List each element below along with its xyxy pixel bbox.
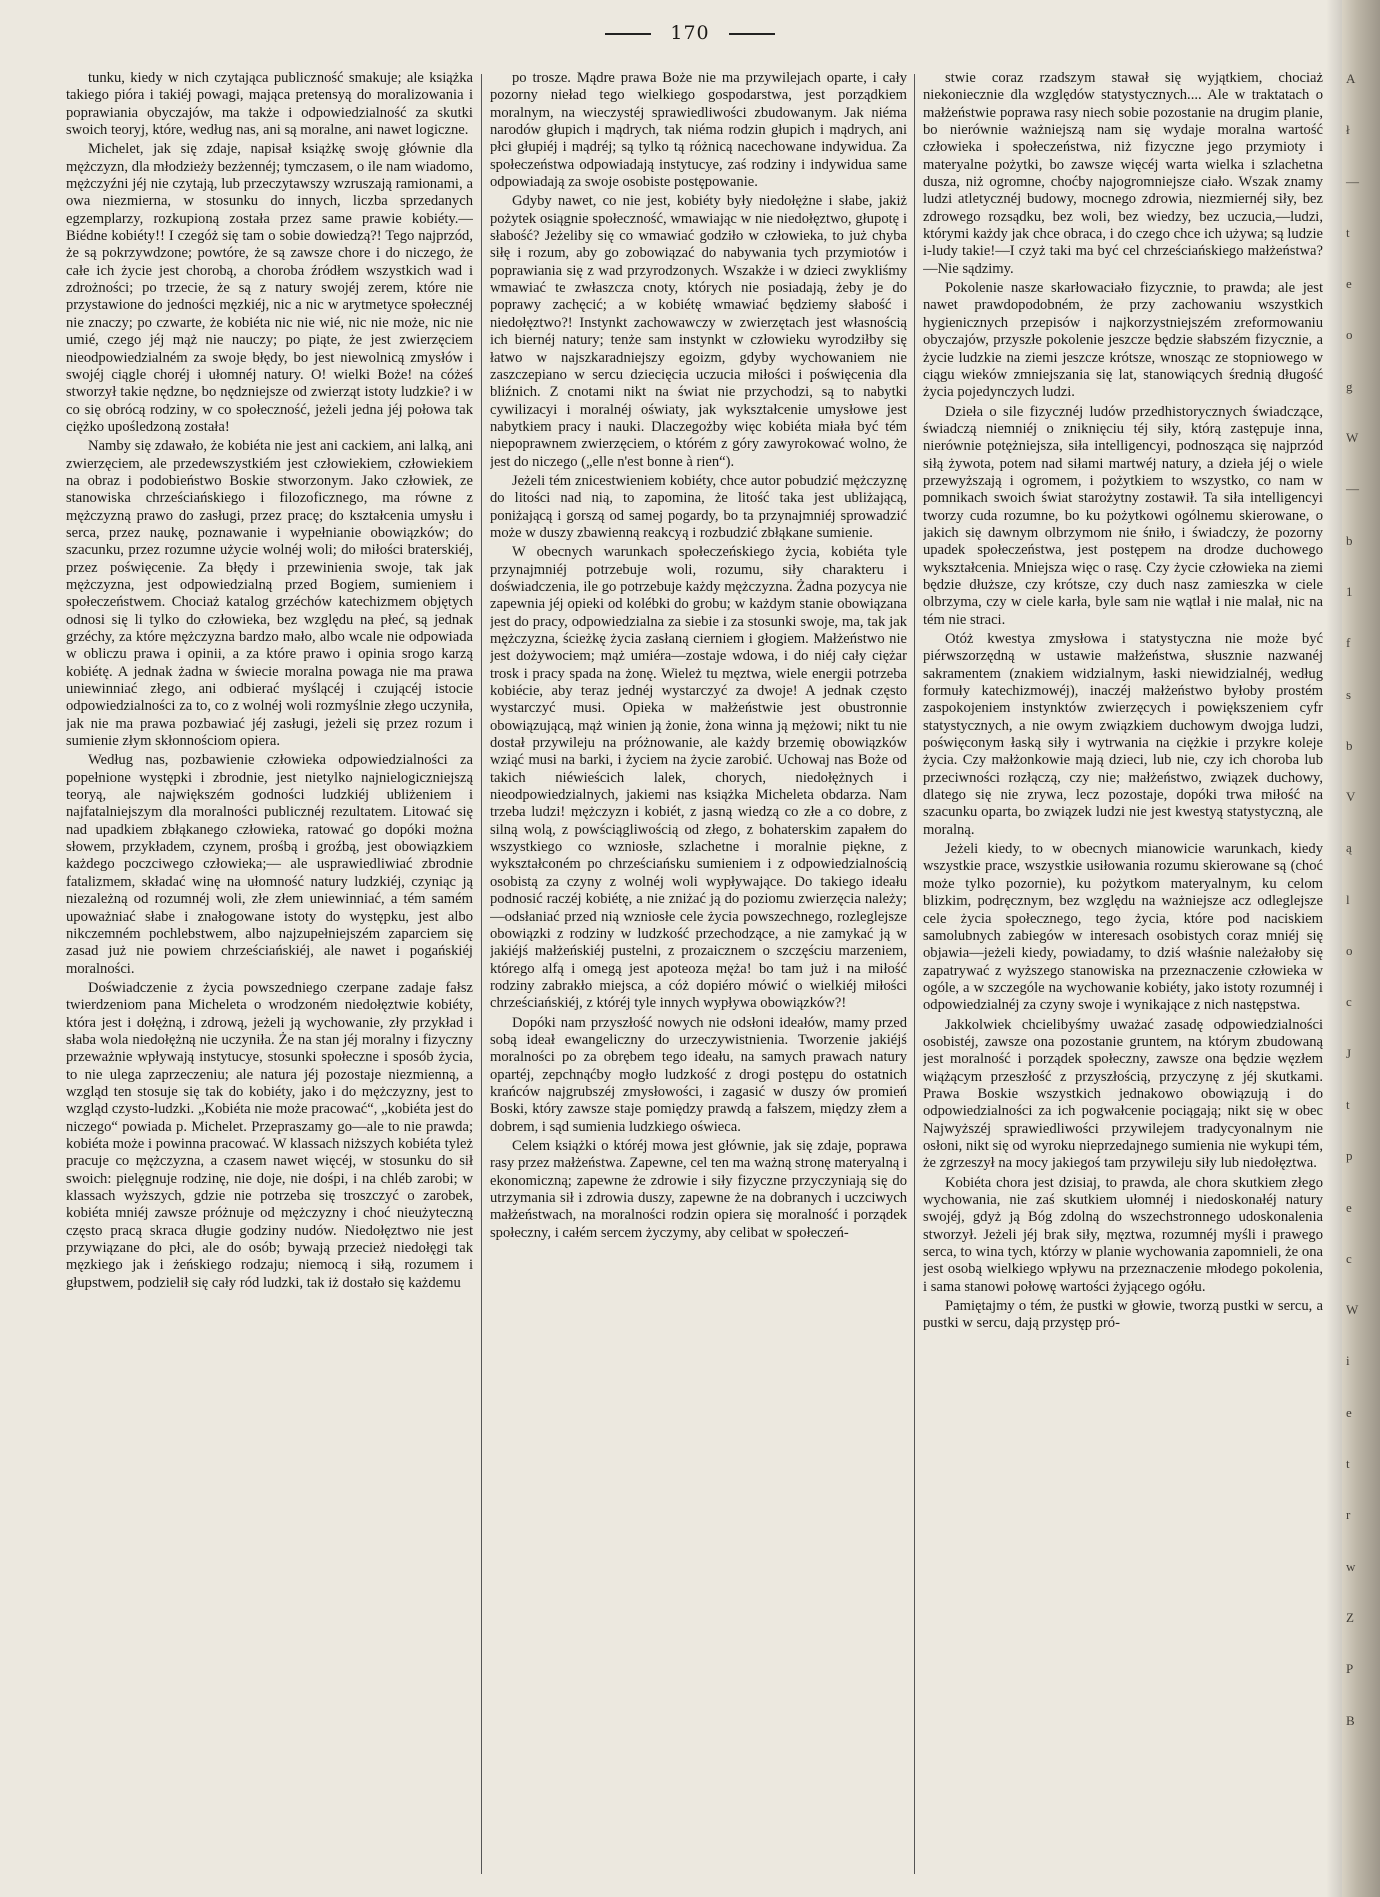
- paragraph: Jakkolwiek chcielibyśmy uważać zasadę odpowiedzialności osobistéj, zawsze ona pozostanie gruntem, na którym zbudowaną jest moralność i porządek społeczny, zawsze ona będzie węzłem wiążącym przeszłość z przyszłością, przyczynę z jéj skutkami. Prawa Boskie wszystkich jednakowo obowiązują i do odpowiedzialności za ich pogwałcenie pociągają; nikt się w obec Najwyższéj sprawiedliwości przywilejem tradycyonalnym nie osłoni, nikt się od wyroku nieprzedajnego sumienia nie wykupi tém, że zgrzeszył na mocy jakiegoś tam przywileju siły lub niedołęztwa.: [923, 1016, 1323, 1172]
- text-column-1: [66, 70, 473, 1875]
- next-page-fragment: e: [1346, 1404, 1352, 1420]
- paragraph: Michelet, jak się zdaje, napisał książkę swoję głównie dla mężczyzn, dla młodzieży bezżennéj; tymczasem, o ile nam wiadomo, mężczyźni jéj nie czytają, lub przeczytawszy wzruszają ramionami, a owa niezmierna, w stosunku do innych, liczba sprzedanych egzemplarzy, rozkupioną została przez same prawie kobiéty.— Biédne kobiéty!! I czegóż się tam o sobie dowiedzą?! Tego najprzód, że są pokrzywdzone; powtóre, że są zawsze chore i do niczego, że całe ich życie jest chorobą, a choroba źródłem wszystkich wad i zdrożności; po trzecie, że są z natury swojéj zerem, które nie przystawione do jedności męzkiéj, nic a nic w arytmetyce społecznéj nie znaczy; po czwarte, że kobiéta nic nie wié, nic nie może, nic nie umié, czego jéj mąż nie nauczy; po piąte, że jest zwierzęciem nieodpowiedzialném za swoje błędy, bo jest niewolnicą zmysłów i swojéj ciągle choréj i ułomnéj natury. O! wielki Boże! na cóżeś stworzył takie nędzne, bo nędzniejsze od zwierząt istoty ludzkie? i w co się obrócą rodziny, w co społeczność, jeżeli jedna jéj połowa tak ciężko upośledzoną została!: [66, 141, 473, 435]
- next-page-fragment: r: [1346, 1507, 1351, 1523]
- next-page-fragment: ł: [1346, 122, 1350, 138]
- next-page-fragment: J: [1346, 1045, 1352, 1061]
- next-page-fragment: p: [1346, 1148, 1353, 1164]
- header-rule-right: [729, 33, 775, 35]
- next-page-fragment: V: [1346, 789, 1356, 805]
- next-page-fragment: —: [1346, 481, 1359, 497]
- next-page-fragment: t: [1346, 1456, 1350, 1472]
- paragraph: Doświadczenie z życia powszedniego czerpane zadaje fałsz twierdzeniom pana Micheleta o wrodzoném niedołęztwie kobiéty, która jest i dołężną, i zdrową, jeżeli ją wychowanie, zły przykład i słaba wola niedołężną nie uczyniła. Że na stan jéj moralny i fizyczny przeważnie wpływają instytucye, stosunki społeczne i sposób życia, to nie ulega zaprzeczeniu; ale natura jéj pozostaje niezmienną, a wzgląd ten stosuje się tak do kobiéty, jako i do mężczyzny, jest to wzgląd czysto-ludzki. „Kobiéta nie może pracować“, „kobiéta jest do niczego“ powiada p. Michelet. Przepraszamy go—ale to nie prawda; kobiéta może i powinna pracować. W klassach niższych kobiéta tyleż pracuje co mężczyzna, a czasem nawet więcéj, w stosunku do sił swoich: pielęgnuje rodzinę, nie doje, nie dośpi, i na chléb zarobi; w klassach wyższych, gdzie nie potrzeba się troszczyć o zarobek, kobiéta mniéj zawsze próżnuje od mężczyzny i choć nieużyteczną często pracą skraca długie godziny nudów. Niedołęztwo nie jest przywiązane do płci, ale do osób; bywają przecież niedołęgi tak męzkiego jak i żeńskiego rodzaju; niemocą i siłą, rozumem i głupstwem, podzielił się cały ród ludzki, tak iż dostało się każdemu: [66, 979, 473, 1291]
- paragraph: Dopóki nam przyszłość nowych nie odsłoni ideałów, mamy przed sobą ideał ewangeliczny do urzeczywistnienia. Tworzenie jakiéjś moralności po za obrębem tego ideału, na samych prawach natury opartéj, zepchnąćby mogło ludzkość z drogi postępu do ostatnich krańców najgrubszéj zmysłowości, i zagasić w duszy ów promień Boski, który zawsze staje pomiędzy prawdą a fałszem, między złem a dobrem, i sąd sumienia ludzkiego oświeca.: [490, 1014, 907, 1135]
- next-page-fragment: Z: [1346, 1609, 1354, 1625]
- text-column-2: [490, 70, 907, 1875]
- paragraph: Gdyby nawet, co nie jest, kobiéty były niedołężne i słabe, jakiż pożytek osiągnie społeczność, wmawiając w nie niedołęztwo, głupotę i słabość? Jeżeliby się co wmawiać godziło w człowieka, to już chyba siłę i rozum, aby go zobowiązać do nabywania tych przymiotów i poprawiania się z wad przyrodzonych. Wszakże i w dzieci zwykliśmy wmawiać te zwłaszcza cnoty, których nie posiadają, żeby je do poprawy zachęcić; a w kobiétę wmawiać będziemy słabość i niedołęztwo?! Instynkt zachowawczy w zwierzętach jest własnością ich biernéj natury; tenże sam instynkt w człowieku wyrodziłby się łatwo w najszkaradniejszy egoizm, gdyby wychowaniem nie zaszczepiano w sercu dziecięcia uczucia miłości i poświęcenia dla bliźnich. Z cnotami nikt na świat nie przychodzi, są to nabytki cywilizacyi i moralnéj oświaty, jak wykształcenie umysłowe jest nabytkiem pracy i nauki. Dlaczegożby więc kobiéta miała być tém niepoprawnem zwierzęciem, o którém z góry zawyrokować wolno, że jest do niczego („elle n'est bonne à rien“).: [490, 193, 907, 470]
- paragraph: Namby się zdawało, że kobiéta nie jest ani cackiem, ani lalką, ani zwierzęciem, ale przedewszystkiém jest człowiekiem, człowiekiem na obraz i podobieństwo Boskie stworzonym. Jako człowiek, ze stanowiska chrześciańskiego i filozoficznego, ma równe z mężczyzną prawo do zasługi, przez pracę; do kształcenia umysłu i serca, przez naukę, poznawanie i wypełnianie obowiązków; do szacunku, przez rozumne użycie wolnéj woli; do miłości braterskiéj, przez poświęcenie. Za błędy i przewinienia swoje, tak jak mężczyzna, jest odpowiedzialną przed Bogiem, sumieniem i społeczeństwem. Chociaż katalog grzéchów katechizmem objętych odnosi się li tylko do człowieka, bez względu na płeć, są jednak grzéchy, za które mężczyzna bardzo mało, albo wcale nie odpowiada w obliczu prawa i opinii, a za które prawo i opinia srogo karzą kobiétę. A jednak żadna w świecie moralna powaga nie ma prawa uniewinniać złego, ani odbierać myślącéj i czującéj istocie odpowiedzialności za to, co z wolnéj woli rozmyślnie złego uczyniła, jak nie ma prawa pozbawiać jéj zasługi, jeżeli się przez rozum i sumienie złym skłonnościom opiera.: [66, 438, 473, 750]
- next-page-fragment: c: [1346, 1250, 1352, 1266]
- paragraph: Pokolenie nasze skarłowaciało fizycznie, to prawda; ale jest nawet prawdopodobném, że przy zachowaniu wszystkich hygienicznych przepisów i najkorzystniejszém zreformowaniu obyczajów, przyszłe pokolenie jeszcze będzie słabszém fizycznie, a życie ludzkie na ziemi jeszcze krótsze, wnosząc ze stopniowego w ciągu wieków zmniejszania się lat, stanowiących średnią długość życia pojedynczych ludzi.: [923, 280, 1323, 401]
- paragraph: W obecnych warunkach społeczeńskiego życia, kobiéta tyle przynajmniéj potrzebuje woli, rozumu, siły charakteru i doświadczenia, ile go potrzebuje każdy mężczyzna. Żadna pozycya nie zapewnia jéj opieki od kolébki do grobu; w każdym stanie obowiązana jest do pracy, odpowiedzialna za siebie i za stosunki swoje, ma, tak jak mężczyzna, ścieżkę życia zasłaną cierniem i głogiem. Małżeństwo nie jest dożywociem; mąż umiéra—zostaje wdowa, i do niéj cały ciężar trosk i pracy spada na żonę. Wieleż tu męztwa, wiele energii potrzeba kobiécie, aby teraz jednéj wystarczyć za dwoje! A jednak często wystarczyć musi. Opieka w małżeństwie jest obustronnie obowiązującą, mąż winien ją żonie, żona winna ją mężowi; nikt tu nie dostał przywileju na próżnowanie, ale każdy brzemię obowiązków wziąć musi na barki, i życiem na życie zarobić. Uchowaj nas Boże od takich niéwieścich lalek, chorych, niedołężnych i nieodpowiedzialnych, jakiemi nas książka Micheleta obdarza. Nam trzeba ludzi! mężczyzn i kobiét, z jasną wiedzą co złe a co dobre, z silną wolą, z powściągliwością od złego, z bohaterskim zapałem do wszystkiego co wzniosłe, szlachetne i moralnie piękne, z wykształconém po chrześciańsku sumieniem i z odpowiedzialnością osobistą za czyny z wolnéj woli wypływające. Do takiego ideału podnosić raczéj kobiétę, a nie zniżać ją do poziomu zwierzęcia należy;—odsłaniać przed nią wzniosłe cele życia powszechnego, rozleglejsze obowiązki z rodziny w ludzkość przechodzące, a nie zamykać ją w jakiéjś małżeńskiéj pustelni, z prozaicznem o szczęściu marzeniem, którego alfą i omegą jest apoteoza męża! bo tam już i na miłość rodziny zabrakło miejsca, a cóż dopiéro mówić o wielkiéj miłości chrześciańskiéj, z któréj tyle innych wypływa obowiązków?!: [490, 544, 907, 1012]
- next-page-fragment: e: [1346, 1199, 1352, 1215]
- paragraph: Jeżeli tém znicestwieniem kobiéty, chce autor pobudzić mężczyznę do litości nad nią, to zapomina, że litość taka jest ubliżającą, poniżającą i gorszą od samej pogardy, bo ta przynajmniéj sprowadzić może w duszy zbawienną reakcyą i rozbudzić zbłąkane sumienie.: [490, 472, 907, 541]
- next-page-fragment: s: [1346, 686, 1352, 702]
- next-page-fragment: e: [1346, 276, 1352, 292]
- page-fold-shadow: [1326, 0, 1342, 1897]
- paragraph: Według nas, pozbawienie człowieka odpowiedzialności za popełnione występki i zbrodnie, jest nietylko najnielogiczniejszą teoryą, ale największém godności ludzkiéj ubliżeniem i najfatalniejszym dla moralności publicznéj rezultatem. Litować się nad upadkiem zbłąkanego człowieka, ratować go dopóki można słowem, przykładem, czynem, prośbą i groźbą, jest obowiązkiem każdego poczciwego człowieka;— ale usprawiedliwiać zbrodnie fatalizmem, składać winę na ułomność natury ludzkiéj, czyniąc ją niezależną od rozumnéj woli, złe złem uniewinniać, a tém samém upoważniać słabe i znałogowane istoty do występku, jest albo nikczemném pochlebstwem, albo najzupełniejszém zaparciem się zasad już nie powiem chrześciańskiéj, ale nawet i pogańskiéj moralności.: [66, 752, 473, 977]
- paragraph: Pamiętajmy o tém, że pustki w głowie, tworzą pustki w sercu, a pustki w sercu, dają przystęp pró-: [923, 1298, 1323, 1332]
- next-page-fragment: i: [1346, 1353, 1350, 1369]
- next-page-fragment: W: [1346, 1302, 1359, 1318]
- paragraph: Kobiéta chora jest dzisiaj, to prawda, ale chora skutkiem złego wychowania, nie zaś skutkiem ułomnéj i niedoskonałéj natury swojéj, gdyż ją Bóg zdolną do wszechstronnego udoskonalenia stworzył. Jeżeli jéj brak siły, męztwa, rozumnéj myśli i prawego serca, to wina tych, którzy w planie wychowania zapomnieli, że ona jest osobą wielkiego wpływu na przeznaczenie młodego pokolenia, i sama stanowi połowę wartości żyjącego ogółu.: [923, 1174, 1323, 1295]
- page-header: [0, 22, 1380, 44]
- next-page-fragment: A: [1346, 71, 1356, 86]
- next-page-fragment: t: [1346, 224, 1350, 240]
- next-page-fragment: 1: [1346, 583, 1353, 599]
- next-page-fragment: t: [1346, 1096, 1350, 1112]
- next-page-fragment: w: [1346, 1558, 1356, 1574]
- paragraph: Jeżeli kiedy, to w obecnych mianowicie warunkach, kiedy wszystkie prace, wszystkie usiłowania rozumu skierowane są (choć może tylko pozornie), ku pożytkom materyalnym, ku celom blizkim, podręcznym, bez względu na ważniejsze acz odleglejsze cele życia społecznego, tego życia, które pod naciskiem samolubnych zabiegów w interesach osobistych coraz mniéj się objawia—jeżeli kiedy, powiadamy, to dziś właśnie należałoby się zapatrywać z wyższego stanowiska na przeznaczenie człowieka w ogóle, a w szczególe na wychowanie kobiéty, jako istoty rozumnéj i odpowiedzialnéj za czyny swoje i wynikające z nich następstwa.: [923, 841, 1323, 1014]
- next-page-fragment: o: [1346, 327, 1353, 343]
- next-page-fragment: B: [1346, 1712, 1355, 1728]
- next-page-fragment: c: [1346, 994, 1352, 1010]
- header-rule-left: [605, 33, 651, 35]
- paragraph: Otóż kwestya zmysłowa i statystyczna nie może być piérwszorzędną w ustawie małżeństwa, słusznie nazwanéj sakramentem (znakiem widzialnym, łaski niewidzialnéj, według formuły katechizmowéj), inaczéj małżeństwo byłoby prostém zaspokojeniem instynktów zwierzęcych i powiększeniem cyfr statystycznych, a nie owym związkiem duchowym dwojga ludzi, poświęconym łaską siły i wytrwania na ciężkie i przykre koleje życia. Czy małżonkowie mają dzieci, lub nie, czy ich choroba lub przeciwności rozłączą, czy nie; małżeństwo, związek duchowy, dlatego się nie zrywa, lecz pozostaje, dopóki trwa miłość na szacunku oparta, bo związek ludzi nie jest kwestyą statystyczną, ale moralną.: [923, 631, 1323, 838]
- next-page-fragment: f: [1346, 635, 1351, 651]
- next-page-fragment: ą: [1346, 840, 1352, 856]
- next-page-fragment: b: [1346, 532, 1353, 548]
- next-page-fragments: [1346, 70, 1380, 1729]
- paragraph: stwie coraz rzadszym stawał się wyjątkiem, chociaż niekoniecznie dla względów statystycznych.... Ale w traktatach o małżeństwie poprawa rasy niech sobie pozostanie na drugim planie, bo nierównie ważniejszą nam się wydaje moralna wartość człowieka i społeczeństwa, niż fizyczne jego przymioty i materyalne pożytki, bo zawsze więcéj warta wielka i szlachetna dusza, niż ogromne, choćby najogromniejsze ciało. Wszak znamy ludzi atletycznéj budowy, mocnego zdrowia, niezmiernéj siły, bez zdrowego rozsądku, bez woli, bez wiedzy, bez uczucia,—ludzi, którymi każdy jak chce obraca, i do czego chce ich używa; są ludzie i-ludy takie!—I czyż taki ma być cel chrześciańskiego małżeństwa?—Nie sądzimy.: [923, 70, 1323, 277]
- text-column-3: [923, 70, 1323, 1875]
- next-page-fragment: P: [1346, 1661, 1354, 1677]
- next-page-fragment: o: [1346, 943, 1353, 959]
- next-page-fragment: g: [1346, 378, 1353, 394]
- next-page-fragment: l: [1346, 891, 1350, 907]
- column-divider: [914, 74, 915, 1874]
- column-divider: [481, 74, 482, 1874]
- paragraph: Celem książki o któréj mowa jest głównie, jak się zdaje, poprawa rasy przez małżeństwa. Zapewne, cel ten ma ważną stronę materyalną i ekonomiczną; zapewne że zdrowie i siły fizyczne przyczyniają się do utrzymania sił i zdrowia duszy, zapewne że na dobranych i uczciwych małżeństwach, na moralności rodzin opiera się moralność i porządek społeczny, i całém sercem życzymy, aby celibat w społeczeń-: [490, 1137, 907, 1241]
- paragraph: po trosze. Mądre prawa Boże nie ma przywilejach oparte, i cały pozorny nieład tego wielkiego gospodarstwa, jest porządkiem moralnym, na wieczystéj sprawiedliwości zbudowanym. Jak niéma narodów głupich i mądrych, tak niéma rodzin głupich i mądrych, ani płci głupiéj i mądréj; są tylko tą różnicą nacechowane indywidua. Za społeczeństwa odpowiadają instytucye, zaś rodziny i indywidua same odpowiadają za swoje osobiste postępowanie.: [490, 70, 907, 191]
- paragraph: Dzieła o sile fizycznéj ludów przedhistorycznych świadczące, świadczą niemniéj o zniknięciu téj siły, którą zastępuje inna, nierównie potężniejsza, siła intelligencyi, podnosząca się najprzód siłą żywota, potem nad siłami martwéj natury, a dzieła jéj o wiele przewyższają i ogromem, i pożytkiem to wszystko, co nam w pomnikach swoich świat starożytny zostawił. Ta siła intelligencyi tworzy cuda rozumne, bo ku pożytkowi ogólnemu skierowane, o jakich się dawnym olbrzymom nie śniło, i świadczy, że pozorny upadek społeczeństwa, jest postępem na drodze duchowego wykształcenia. Mniejsza więc o rasę. Czy życie człowieka na ziemi będzie dłuższe, czy krótsze, czy duch nasz zamieszka w ciele olbrzyma, czy w ciele karła, byle sam nie wątlał i nie malał, nic na tém nie straci.: [923, 403, 1323, 628]
- next-page-fragment: W: [1346, 430, 1359, 446]
- page-number: 170: [670, 22, 710, 44]
- next-page-edge: [1342, 0, 1380, 1897]
- next-page-fragment: b: [1346, 737, 1353, 753]
- paragraph: tunku, kiedy w nich czytająca publiczność smakuje; ale książka takiego pióra i takiéj powagi, mająca pretensyą do moralizowania i poprawiania obyczajów, ma także i odpowiedzialność za skutki swoich teoryj, które, według nas, ani są moralne, ani nawet logiczne.: [66, 70, 473, 139]
- next-page-fragment: —: [1346, 173, 1359, 189]
